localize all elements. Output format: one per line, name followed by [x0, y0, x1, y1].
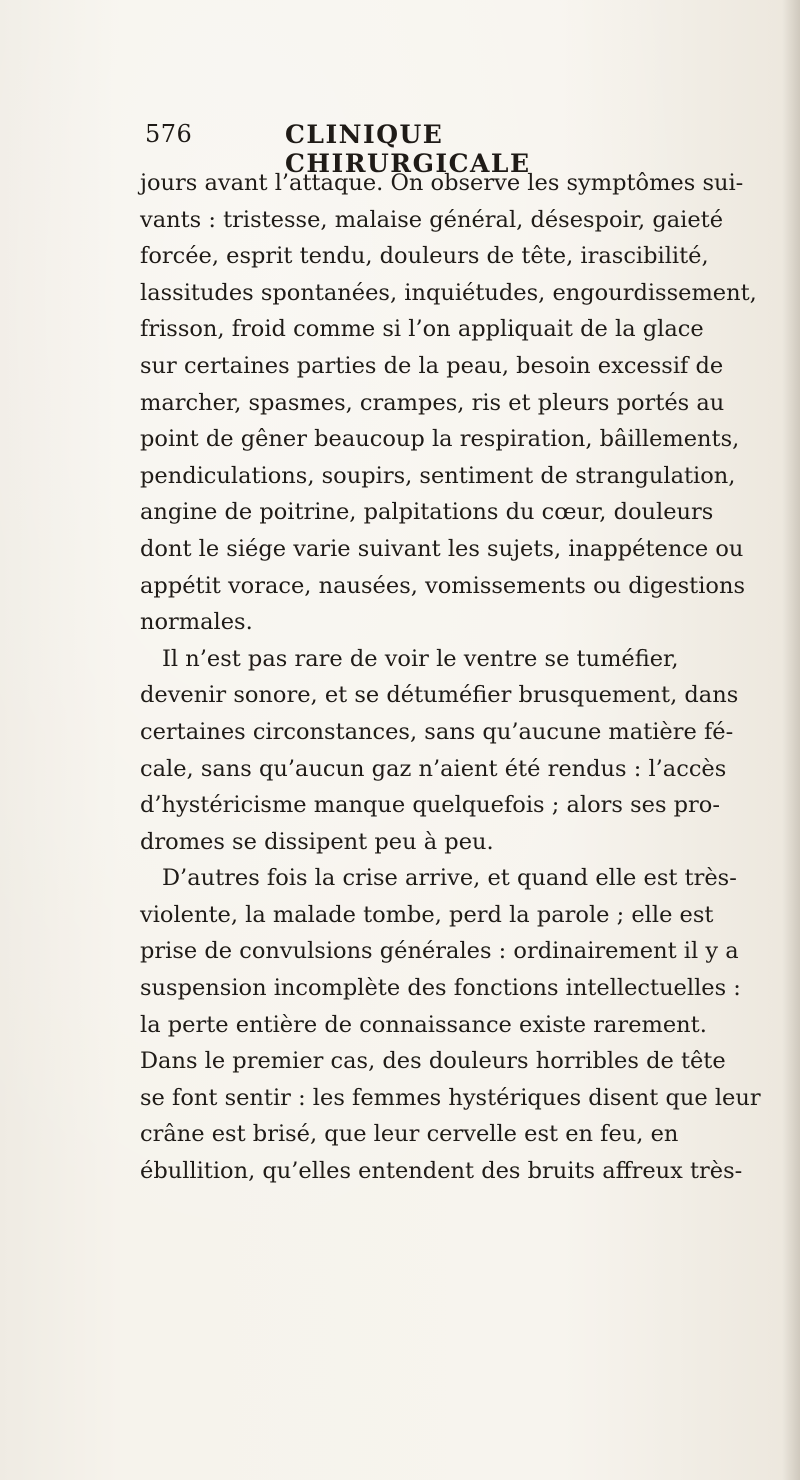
text-line: D’autres fois la crise arrive, et quand elle est très-: [162, 865, 737, 892]
text-line: se font sentir : les femmes hystériques disent que leur: [140, 1084, 761, 1111]
body-text: [140, 165, 761, 1190]
text-line: angine de poitrine, palpitations du cœur, douleurs: [140, 499, 714, 526]
text-line: jours avant l’attaque. On observe les symptômes sui-: [140, 170, 744, 196]
text-line: sur certaines parties de la peau, besoin excessif de: [140, 352, 724, 379]
text-line: dont le siége varie suivant les sujets, inappétence ou: [140, 535, 744, 562]
text-line: la perte entière de connaissance existe rarement.: [140, 1011, 707, 1038]
text-line: normales.: [140, 609, 253, 636]
text-line: ébullition, qu’elles entendent des bruits affreux très-: [140, 1158, 743, 1185]
text-line: Il n’est pas rare de voir le ventre se tuméfier,: [162, 645, 679, 672]
text-line: marcher, spasmes, crampes, ris et pleurs portés au: [140, 389, 725, 416]
text-line: dromes se dissipent peu à peu.: [140, 828, 494, 855]
text-line: devenir sonore, et se détuméfier brusquement, dans: [140, 682, 739, 709]
text-line: suspension incomplète des fonctions intellectuelles :: [140, 975, 741, 1002]
text-line: violente, la malade tombe, perd la parole ; elle est: [140, 901, 714, 928]
text-line: forcée, esprit tendu, douleurs de tête, irascibilité,: [140, 243, 709, 270]
running-title: CLINIQUE CHIRURGICALE: [285, 120, 531, 178]
text-line: point de gêner beaucoup la respiration, bâillements,: [140, 426, 740, 453]
text-line: crâne est brisé, que leur cervelle est en feu, en: [140, 1121, 679, 1148]
text-line: appétit vorace, nausées, vomissements ou digestions: [140, 572, 745, 599]
text-line: pendiculations, soupirs, sentiment de strangulation,: [140, 462, 736, 489]
text-line: certaines circonstances, sans qu’aucune matière fé-: [140, 718, 734, 745]
text-line: vants : tristesse, malaise général, désespoir, gaieté: [140, 206, 724, 233]
text-line: frisson, froid comme si l’on appliquait de la glace: [140, 316, 704, 343]
page-number: 576: [145, 120, 193, 148]
text-line: lassitudes spontanées, inquiétudes, engourdissement,: [140, 279, 757, 306]
text-line: cale, sans qu’aucun gaz n’aient été rendus : l’accès: [140, 755, 727, 782]
text-line: d’hystéricisme manque quelquefois ; alors ses pro-: [140, 792, 720, 819]
running-head: [145, 120, 655, 178]
text-line: prise de convulsions générales : ordinairement il y a: [140, 938, 739, 965]
page-edge-shadow: [782, 0, 800, 1480]
text-line: Dans le premier cas, des douleurs horribles de tête: [140, 1048, 726, 1075]
